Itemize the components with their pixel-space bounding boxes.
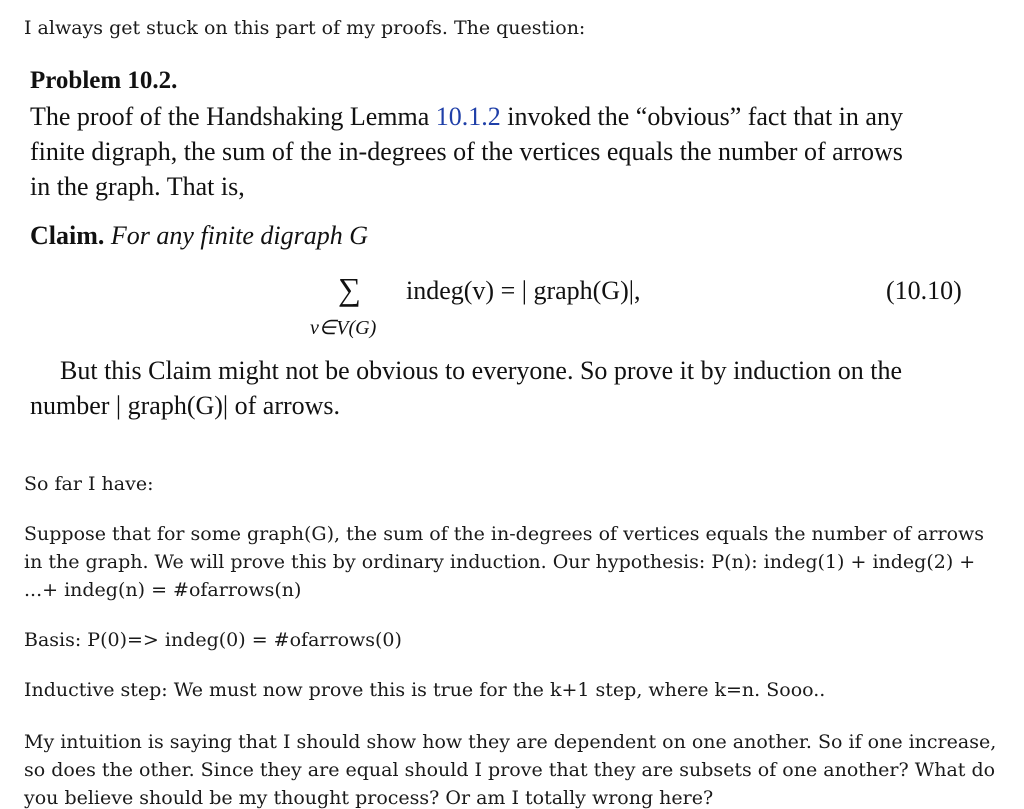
- closing-line-1: But this Claim might not be obvious to everyone. So prove it by induction on the: [60, 356, 903, 385]
- equation-number: (10.10): [886, 276, 962, 305]
- problem-excerpt: [30, 62, 990, 432]
- problem-heading: Problem 10.2.: [30, 67, 178, 94]
- so-far-text: So far I have:: [24, 473, 154, 495]
- problem-body-line-1: [30, 100, 903, 134]
- summation-symbol: ∑: [338, 271, 361, 307]
- intro-text: I always get stuck on this part of my proofs. The question:: [24, 17, 586, 39]
- problem-body-text: invoked the “obvious” fact that in any: [500, 102, 903, 131]
- equation-subscript: v∈V(G): [310, 317, 377, 339]
- intuition-line-3: you believe should be my thought process? Or am I totally wrong here?: [24, 787, 714, 809]
- inductive-step-text: Inductive step: We must now prove this is true for the k+1 step, where k=n. Sooo..: [24, 679, 826, 701]
- claim-line: [30, 219, 368, 253]
- lemma-reference-link[interactable]: 10.1.2: [435, 102, 501, 131]
- attempt-line-1: Suppose that for some graph(G), the sum of the in-degrees of vertices equals the number of arrows: [24, 523, 985, 545]
- claim-label: Claim.: [30, 221, 105, 250]
- problem-body-line-3: in the graph. That is,: [30, 172, 245, 201]
- claim-text: For any finite digraph G: [110, 221, 368, 250]
- equation-body: indeg(v) = | graph(G)|,: [406, 276, 641, 305]
- intuition-line-1: My intuition is saying that I should show how they are dependent on one another. So if one increase,: [24, 731, 997, 753]
- intuition-line-2: so does the other. Since they are equal should I prove that they are subsets of one another? What do: [24, 759, 996, 781]
- attempt-line-2: in the graph. We will prove this by ordinary induction. Our hypothesis: P(n): indeg(1) + indeg(2) +: [24, 551, 976, 573]
- problem-body-text: The proof of the Handshaking Lemma: [30, 102, 436, 131]
- attempt-line-3: ...+ indeg(n) = #ofarrows(n): [24, 579, 302, 601]
- basis-text: Basis: P(0)=> indeg(0) = #ofarrows(0): [24, 629, 402, 651]
- closing-line-2: number | graph(G)| of arrows.: [30, 391, 341, 420]
- problem-body-line-2: finite digraph, the sum of the in-degrees of the vertices equals the number of arrows: [30, 137, 903, 166]
